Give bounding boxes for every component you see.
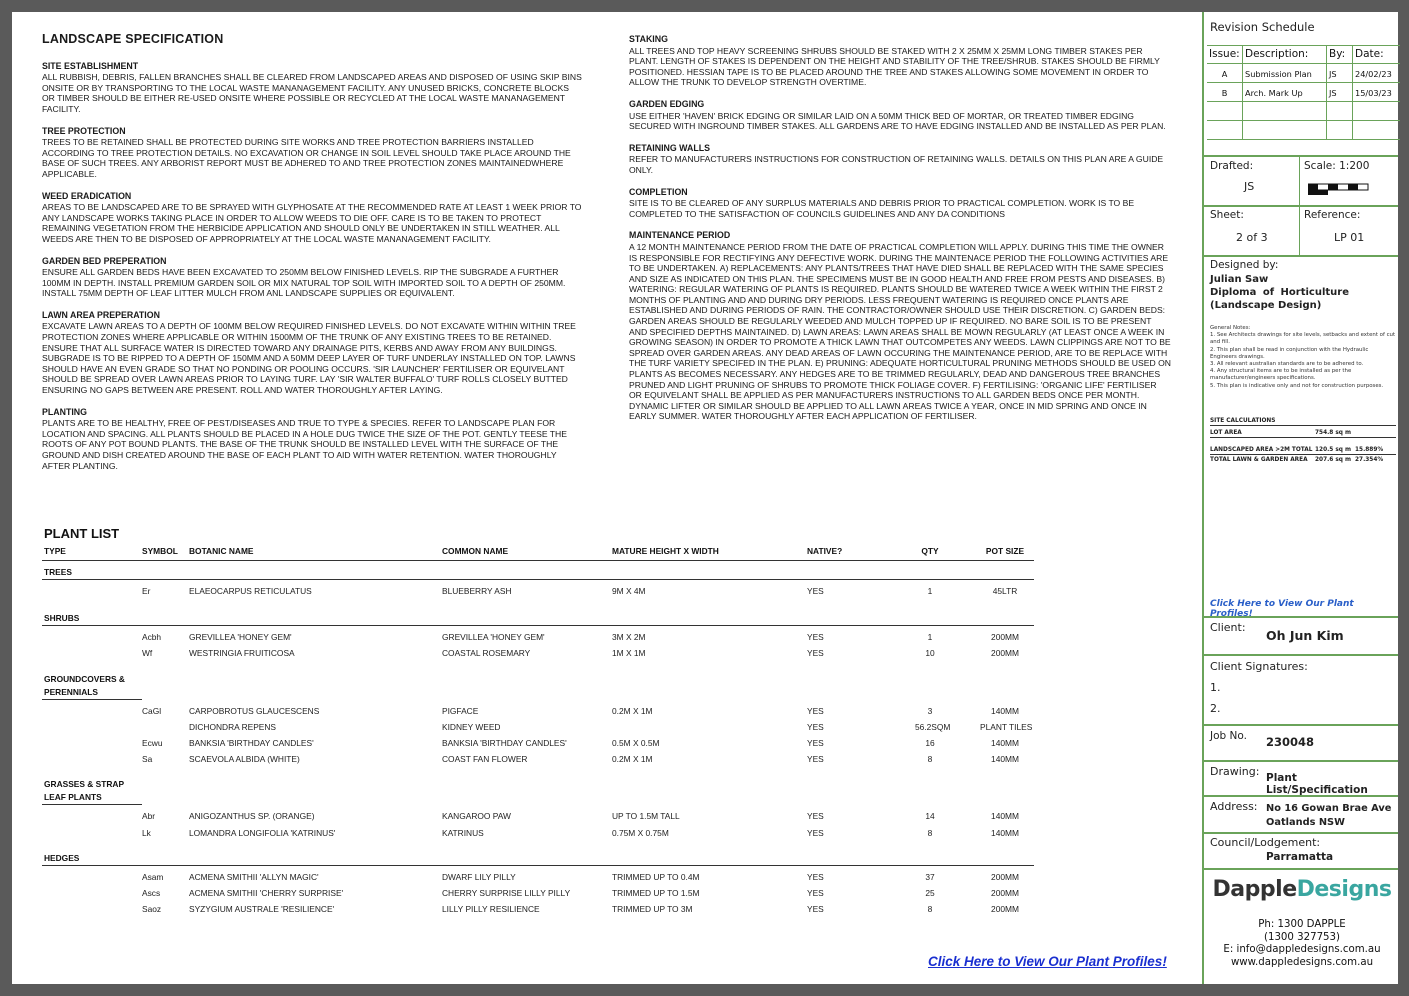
plant-group-heading: SHRUBS: [42, 607, 1034, 626]
plant-symbol: Ascs: [142, 887, 161, 898]
email[interactable]: E: info@dappledesigns.com.au: [1223, 944, 1381, 955]
section-body: ALL TREES AND TOP HEAVY SCREENING SHRUBS SHOULD BE STAKED WITH 2 X 25MM X 25MM LONG TIMBER STAKES PER PLANT. LENGTH OF STAKES IS DEPENDENT ON THE HEIGHT AND STABILITY OF THE TREE/SHRUB. STAKES SHOULD BE FIRMLY POSITIONED. HESSIAN TAPE IS TO BE PLACED AROUND THE TREE AND STAKES ALLOWING SOME MOVEMENT IN ORDER TO ALLOW THE TRUNK TO DEVELOP STRENGTH OVERTIME.: [629, 45, 1160, 88]
divider: [1204, 760, 1398, 762]
spec-right-column: [629, 34, 1171, 433]
site-calc-row: [1210, 457, 1396, 463]
logo-text-a: Dapple: [1212, 877, 1297, 902]
site-calc-title: SITE CALCULATIONS: [1210, 418, 1396, 426]
rev-by: JS: [1327, 64, 1353, 82]
title-block: [1202, 12, 1398, 984]
spec-section: [629, 230, 1171, 422]
address-label: Address:: [1210, 800, 1258, 813]
rev-header-date: Date:: [1355, 48, 1384, 60]
site-calc-row: [1210, 430, 1396, 438]
plant-common-name: COAST FAN FLOWER: [442, 754, 528, 765]
plant-mature-size: 0.2M X 1M: [612, 754, 653, 765]
section-body: USE EITHER 'HAVEN' BRICK EDGING OR SIMILAR LAID ON A 50MM THICK BED OF MORTAR, OR TREATED TIMBER EDGING SECURED WITH INGROUND TIMBER STAKES. ALL GARDENS ARE TO HAVE EDGING INSTALLED AND BE INSTALLED AS PER PLAN.: [629, 110, 1166, 132]
plant-botanic-name: GREVILLEA 'HONEY GEM': [189, 632, 292, 643]
divider: [1204, 832, 1398, 834]
contact-details: [1204, 919, 1400, 969]
plant-qty: 8: [927, 904, 933, 915]
header-common: COMMON NAME: [442, 546, 509, 556]
section-heading: COMPLETION: [629, 186, 688, 197]
job-label: Job No.: [1210, 730, 1247, 742]
section-heading: WEED ERADICATION: [42, 190, 132, 201]
note-item: 4. Any structural items are to be installed as per the manufacturer/engineers specifications.: [1210, 368, 1352, 382]
plant-native: YES: [807, 648, 824, 659]
section-heading: GARDEN EDGING: [629, 98, 705, 109]
plant-group-heading: HEDGES: [42, 847, 1034, 866]
divider: [1299, 155, 1300, 205]
spec-section: [629, 187, 1171, 220]
spec-section: [42, 310, 582, 396]
plant-pot-size: 140MM: [991, 827, 1019, 838]
plant-qty: 1: [927, 586, 933, 596]
spec-section: [42, 126, 582, 180]
section-body: SITE IS TO BE CLEARED OF ANY SURPLUS MATERIALS AND DEBRIS PRIOR TO PRACTICAL COMPLETION. WORK IS TO BE COMPLETED TO THE SATISFACTION OF COUNCILS GUIDELINES AND ANY DA CONDITIONS: [629, 198, 1135, 219]
plant-native: YES: [807, 737, 824, 748]
plant-pot-size: PLANT TILES: [980, 721, 1033, 732]
divider: [1204, 205, 1398, 207]
plant-symbol: Er: [142, 586, 151, 596]
plant-group-heading: GROUNDCOVERS & PERENNIALS: [42, 668, 142, 700]
plant-botanic-name: DICHONDRA REPENS: [189, 721, 277, 732]
plant-table-body: [42, 561, 1034, 923]
plant-group-heading: GRASSES & STRAP LEAF PLANTS: [42, 773, 142, 805]
revision-row: [1207, 83, 1400, 102]
section-heading: MAINTENANCE PERIOD: [629, 230, 731, 241]
sheet-value: 2 of 3: [1236, 231, 1268, 244]
plant-mature-size: TRIMMED UP TO 3M: [612, 904, 693, 915]
designer-name: Julian Saw: [1210, 274, 1269, 285]
drawing-sheet: [12, 12, 1398, 984]
calc-label: LANDSCAPED AREA >2M TOTAL: [1210, 447, 1313, 453]
plant-pot-size: 140MM: [991, 811, 1019, 822]
plant-native: YES: [807, 904, 824, 915]
plant-qty: 56.2SQM: [915, 721, 951, 732]
section-heading: PLANTING: [42, 406, 87, 417]
site-calculations: [1210, 418, 1396, 463]
plant-symbol: Asam: [142, 871, 164, 882]
plant-mature-size: TRIMMED UP TO 1.5M: [612, 887, 700, 898]
section-heading: STAKING: [629, 34, 668, 44]
divider: [1204, 868, 1398, 870]
note-item: 3. All relevant australian standards are to be adhered to.: [1210, 361, 1364, 368]
spec-section: [42, 256, 582, 299]
dapple-designs-logo: [1204, 877, 1400, 902]
calc-area: 120.5 sq m: [1315, 447, 1352, 453]
spec-left-column: [42, 34, 582, 482]
plant-symbol: Sa: [142, 754, 153, 765]
revision-title: Revision Schedule: [1210, 20, 1315, 34]
section-body: PLANTS ARE TO BE HEALTHY, FREE OF PEST/DISEASES AND TRUE TO TYPE & SPECIES. REFER TO LANDSCAPE PLAN FOR LOCATION AND SPACING. ALL PLANTS SHOULD BE PLACED IN A HOLE DUG TWICE THE SIZE OF THE POT. GENTLY TEESE THE ROOTS OF ANY POT BOUND PLANTS. THE BASE OF THE TRUNK SHOULD BE INSTALLED LEVEL WITH THE SURFACE OF THE GROUND AND DISH CREATED AROUND THE BASE OF EACH PLANT TO AID WITH WATER RETENTION. WATER THOROUGHLY AFTER PLANTING.: [42, 418, 567, 471]
revision-header-row: [1207, 45, 1400, 64]
section-heading: GARDEN BED PREPERATION: [42, 255, 167, 266]
reference-value: LP 01: [1334, 231, 1365, 244]
plant-botanic-name: ACMENA SMITHII 'ALLYN MAGIC': [189, 871, 319, 882]
plant-native: YES: [807, 887, 824, 898]
divider: [1299, 205, 1300, 255]
plant-row: [42, 583, 1034, 599]
rev-header-by: By:: [1327, 46, 1353, 63]
plant-native: YES: [807, 871, 824, 882]
divider: [1204, 155, 1398, 157]
plant-pot-size: 200MM: [991, 904, 1019, 915]
section-body: REFER TO MANUFACTURERS INSTRUCTIONS FOR CONSTRUCTION OF RETAINING WALLS. DETAILS ON THIS PLAN ARE A GUIDE ONLY.: [629, 154, 1164, 175]
plant-pot-size: 140MM: [991, 754, 1019, 765]
plant-botanic-name: ACMENA SMITHII 'CHERRY SURPRISE': [189, 887, 344, 898]
plant-botanic-name: SYZYGIUM AUSTRALE 'RESILIENCE': [189, 904, 335, 915]
plant-common-name: KATRINUS: [442, 827, 484, 838]
rev-date: 15/03/23: [1355, 88, 1392, 98]
plant-native: YES: [807, 827, 824, 838]
spec-section: [42, 61, 582, 115]
phone-number: (1300 327753): [1263, 931, 1340, 943]
plant-table-header: [42, 546, 1034, 561]
plant-symbol: Abr: [142, 811, 156, 822]
plant-native: YES: [807, 586, 824, 596]
rev-by: JS: [1327, 83, 1353, 101]
divider: [1204, 724, 1398, 726]
plant-common-name: BLUEBERRY ASH: [442, 586, 512, 596]
council-label: Council/Lodgement:: [1210, 836, 1321, 849]
plant-symbol: Ecwu: [142, 737, 163, 748]
revision-row-empty: [1207, 121, 1400, 140]
rev-description: Arch. Mark Up: [1243, 83, 1327, 101]
calc-percent: 27.354%: [1355, 457, 1384, 463]
client-label: Client:: [1210, 621, 1246, 634]
plant-native: YES: [807, 705, 824, 716]
scale-label: Scale: 1:200: [1304, 160, 1370, 172]
signature-1: 1.: [1210, 681, 1221, 694]
rev-issue: A: [1207, 64, 1243, 82]
section-body: TREES TO BE RETAINED SHALL BE PROTECTED DURING SITE WORKS AND TREE PROTECTION BARRIERS INSTALLED ACCORDING TO TREE PROTECTION DETAILS. NO EXCAVATION OR CHANGE IN SOIL LEVEL SHOULD TAKE PLACE AROUND THE BASE OF SUCH TREES. ANY ARBORIST REPORT MUST BE ADHERED TO AND TREE PROTECTION ZONES MAINTAINEDWHERE APPLICABLE.: [42, 137, 571, 179]
plant-common-name: GREVILLEA 'HONEY GEM': [442, 632, 545, 643]
note-item: 2. This plan shall be read in conjunction with the Hydraulic Engineers drawings.: [1210, 346, 1369, 360]
drawing-value: Plant List/Specification: [1266, 772, 1368, 796]
plant-botanic-name: ELAEOCARPUS RETICULATUS: [189, 586, 312, 596]
plant-symbol: CaGl: [142, 705, 162, 716]
plant-row: [42, 735, 1034, 751]
council-value: Parramatta: [1266, 851, 1334, 863]
plant-row: [42, 703, 1034, 719]
plant-list-title: PLANT LIST: [44, 526, 120, 541]
plant-qty: 8: [927, 827, 933, 838]
spec-section: [42, 407, 582, 472]
plant-native: YES: [807, 632, 824, 643]
rev-date: 24/02/23: [1355, 69, 1392, 79]
section-heading: SITE ESTABLISHMENT: [42, 60, 139, 71]
plant-common-name: CHERRY SURPRISE LILLY PILLY: [442, 887, 571, 898]
scale-bar-icon: [1308, 178, 1370, 196]
rev-description: Submission Plan: [1243, 64, 1327, 82]
drafted-value: JS: [1244, 180, 1255, 193]
plant-mature-size: 0.5M X 0.5M: [612, 737, 660, 748]
plant-row: [42, 808, 1034, 824]
plant-pot-size: 200MM: [991, 632, 1019, 643]
designer-qualification: Diploma of Horticulture: [1210, 287, 1350, 298]
divider: [1204, 795, 1398, 797]
titleblock-plant-profiles-link[interactable]: Click Here to View Our Plant Profiles!: [1210, 599, 1354, 619]
designer-qualification-2: (Landscape Design): [1210, 300, 1322, 311]
header-type: TYPE: [44, 546, 66, 556]
plant-symbol: Wf: [142, 648, 153, 659]
plant-common-name: COASTAL ROSEMARY: [442, 648, 531, 659]
plant-row: [42, 869, 1034, 885]
plant-botanic-name: SCAEVOLA ALBIDA (WHITE): [189, 754, 300, 765]
plant-qty: 16: [925, 737, 935, 748]
designed-by-label: Designed by:: [1210, 259, 1279, 271]
plant-mature-size: 0.75M X 0.75M: [612, 827, 669, 838]
site-calc-row: [1210, 447, 1396, 455]
header-native: NATIVE?: [807, 546, 843, 556]
drafted-label: Drafted:: [1210, 160, 1254, 172]
calc-area: 754.8 sq m: [1315, 430, 1352, 436]
job-value: 230048: [1266, 735, 1315, 749]
signature-2: 2.: [1210, 702, 1221, 715]
plant-qty: 37: [925, 871, 935, 882]
website[interactable]: www.dappledesigns.com.au: [1230, 956, 1374, 968]
plant-symbol: Saoz: [142, 904, 162, 915]
plant-row: [42, 825, 1034, 841]
plant-symbol: Lk: [142, 827, 151, 838]
spec-section: [42, 191, 582, 245]
section-body: AREAS TO BE LANDSCAPED ARE TO BE SPRAYED WITH GLYPHOSATE AT THE RECOMMENDED RATE AT LEAST 1 WEEK PRIOR TO ANY LANDSCAPE WORKS TAKING PLACE IN ORDER TO ALLOW WEEDS TO DIE OFF. CARE IS TO BE TAKEN TO PROTECT REMAINING VEGETATION FROM THE HERBICIDE APPLICATION AND SHOULD ONLY BE UNDERTAKEN IN STILL WEATHER. ALL WEEDS ARE THEN TO BE DISPOSED OF APPROPRIATELY AT THE LOCAL WASTE MANANAGEMENT FACILITY.: [42, 202, 582, 244]
plant-native: YES: [807, 754, 824, 765]
plant-pot-size: 45LTR: [992, 586, 1018, 596]
spec-section: [629, 99, 1171, 132]
plant-row: [42, 885, 1034, 901]
plant-native: YES: [807, 811, 824, 822]
logo-text-b: Designs: [1296, 877, 1392, 902]
calc-percent: 15.889%: [1355, 447, 1384, 453]
notes-title: General Notes:: [1210, 325, 1251, 331]
revision-row-empty: [1207, 102, 1400, 121]
plant-row: [42, 629, 1034, 645]
plant-row: [42, 719, 1034, 735]
divider: [1204, 654, 1398, 656]
rev-issue: B: [1207, 83, 1243, 101]
plant-native: YES: [807, 721, 824, 732]
section-body: A 12 MONTH MAINTENANCE PERIOD FROM THE DATE OF PRACTICAL COMPLETION WILL APPLY. DURING THIS TIME THE OWNER IS RESPONSIBLE FOR RECTIFYING ANY DEFECTIVE WORK. DURING THE MAINTENACE PERIOD THE FOLLOWING ACTIVITIES ARE TO BE UNDERTAKEN. A) REPLACEMENTS: ANY PLANTS/TREES THAT HAVE DIED SHALL BE REPLACED WITH THE SAME SPECIES AND SIZE AS INDICATED ON THIS PLAN. THE SPECIMENS MUST BE IN GOOD HEALTH AND FREE FROM PESTS AND DISEASES. B) WATERING: REGULAR WATERING OF PLANTS IS REQUIRED. PLANTS SHOULD BE WATERED TWICE A WEEK WITHIN THE FIRST 2 MONTHS OF PLANTING AND AND DURING DRY PERIODS. LESS FREQUENT WATERING IS REQUIRED ONCE PLANTS ARE ESTABLISHED AND DURING PERIODS OF RAIN. THE CONTRACTOR/OWNER SHOULD USE THEIR DISCRETION. C) GARDEN BEDS: GARDEN AREAS SHOULD BE REGULARLY WEEDED AND MULCH TOPPED UP IF REQUIRED. NO BARE SOIL IS TO BE PRESENT AND SPECIFIED DEPTHS MAINTAINED. D) LAWN AREAS: LAWN AREAS SHALL BE MOWN REGULARLY (AT LEAST ONCE A WEEK IN GROWING SEASON) IN ORDER TO PROMOTE A THICK LAWN THAT OUTCOMPETES ANY WEEDS. LAWN CLIPPINGS ARE NOT TO BE SPREAD OVER GARDEN AREAS. ANY DEAD AREAS OF LAWN OCCURING THE MAINTENANCE PERIOD, ARE TO BE REPLACE WITH THE TURF VARIETY SPECIFED IN THE PLAN. E) PRUNING: ADEQUATE HORTICULTURAL PRUNING METHODS SHOULD BE USED ON PLANTS AS BECOMES NECESSARY. ANY HEDGES ARE TO BE TRIMMED REGULARLY, DEAD AND DANGEROUS TREE BRANCHES PRUNED AND LIGHT PRUNING OF SHRUBS TO PROMOTE THICK FOLIAGE COVER. F) FERTILISING: 'ORGANIC LIFE' FERTILISER OR EQUIVELANT SHALL BE APPLIED AS PER MANUFACTURERS INSTRUCTIONS TO ALL GARDEN BEDS ONCE PER MONTH. DYNAMIC LIFTER OR SIMILAR SHOULD BE APPLIED TO ALL LAWN AREAS TWICE A YEAR, ONCE IN MID SPRING AND ONCE IN EARLY SUMMER. WATER THOROUGHLY AFTER EACH APPLICATION OF FERTILISER.: [629, 241, 1171, 422]
calc-label: LOT AREA: [1210, 430, 1242, 436]
plant-profiles-link[interactable]: Click Here to View Our Plant Profiles!: [928, 954, 1167, 969]
header-mature: MATURE HEIGHT X WIDTH: [612, 546, 719, 556]
address-line-1: No 16 Gowan Brae Ave: [1266, 803, 1392, 814]
plant-botanic-name: ANIGOZANTHUS SP. (ORANGE): [189, 811, 315, 822]
spec-title: LANDSCAPE SPECIFICATION: [42, 32, 224, 46]
rev-header-description: Description:: [1243, 46, 1327, 63]
plant-row: [42, 751, 1034, 767]
rev-header-issue: Issue:: [1207, 46, 1243, 63]
address-line-2: Oatlands NSW: [1266, 817, 1345, 828]
plant-qty: 1: [927, 632, 933, 643]
plant-botanic-name: LOMANDRA LONGIFOLIA 'KATRINUS': [189, 827, 336, 838]
header-symbol: SYMBOL: [142, 546, 178, 556]
plant-mature-size: 3M X 2M: [612, 632, 646, 643]
plant-common-name: KIDNEY WEED: [442, 721, 501, 732]
spec-section: [629, 143, 1171, 176]
plant-qty: 14: [925, 811, 935, 822]
plant-qty: 3: [927, 705, 933, 716]
plant-mature-size: UP TO 1.5M TALL: [612, 811, 680, 822]
plant-common-name: KANGAROO PAW: [442, 811, 511, 822]
client-value: Oh Jun Kim: [1266, 628, 1344, 643]
section-heading: RETAINING WALLS: [629, 142, 710, 153]
phone: Ph: 1300 DAPPLE: [1258, 919, 1346, 930]
plant-mature-size: TRIMMED UP TO 0.4M: [612, 871, 700, 882]
plant-qty: 8: [927, 754, 933, 765]
section-heading: LAWN AREA PREPERATION: [42, 309, 160, 320]
divider: [1204, 255, 1398, 257]
plant-qty: 25: [925, 887, 935, 898]
plant-row: [42, 645, 1034, 661]
plant-common-name: PIGFACE: [442, 705, 479, 716]
note-item: 1. See Architects drawings for site levels, setbacks and extent of cut and fill.: [1210, 332, 1396, 346]
plant-botanic-name: WESTRINGIA FRUITICOSA: [189, 648, 295, 659]
plant-symbol: Acbh: [142, 632, 162, 643]
plant-mature-size: 1M X 1M: [612, 648, 646, 659]
plant-mature-size: 0.2M X 1M: [612, 705, 653, 716]
signatures-label: Client Signatures:: [1210, 660, 1308, 673]
plant-pot-size: 200MM: [991, 871, 1019, 882]
plant-common-name: DWARF LILY PILLY: [442, 871, 516, 882]
general-notes: [1210, 325, 1396, 390]
plant-common-name: LILLY PILLY RESILIENCE: [442, 904, 540, 915]
plant-botanic-name: CARPOBROTUS GLAUCESCENS: [189, 705, 320, 716]
sheet-label: Sheet:: [1210, 209, 1244, 221]
calc-area: 207.6 sq m: [1315, 457, 1352, 463]
section-heading: TREE PROTECTION: [42, 125, 126, 136]
plant-pot-size: 140MM: [991, 705, 1019, 716]
header-qty: QTY: [921, 546, 939, 556]
section-body: EXCAVATE LAWN AREAS TO A DEPTH OF 100MM BELOW REQUIRED FINISHED LEVELS. DO NOT EXCAVATE WITHIN WITHIN TREE PROTECTION ZONES WHERE APPLICABLE OR WITHIN 1500MM OF THE TRUNK OF ANY EXISTING TREES TO BE RETAINED. ENSURE THAT ALL SURFACE WATER IS DIRECTED TOWARD ANY DRAINAGE PITS, KERBS AND AWAY FROM ANY BUILDINGS. SUBGRADE IS TO BE RIPPED TO A DEPTH OF 150MM AND A 50MM DEEP LAYER OF TURF UNDERLAY INSTALLED ON TOP. LAWNS SHOULD HAVE AN EVEN GRADE SO THAT NO PONDING OR POOLING OCCURS. 'SIR LAUNCHER' FERTILISER OR EQUIVELANT SHOULD BE SPREAD OVER LAWN AREAS PRIOR TO LAYING TURF. LAY 'SIR WALTER BUFFALO' TURF ROLLS CLOSELY BUTTED ENSURING NO GAPS BETWEEN ARE PRESENT. ROLL AND WATER THOROUGHLY AFTER LAYING.: [42, 321, 576, 396]
plant-table: [42, 546, 1034, 923]
plant-pot-size: 200MM: [991, 887, 1019, 898]
plant-botanic-name: BANKSIA 'BIRTHDAY CANDLES': [189, 737, 314, 748]
section-body: ENSURE ALL GARDEN BEDS HAVE BEEN EXCAVATED TO 250MM BELOW FINISHED LEVELS. RIP THE SUBGRADE A FURTHER 100MM IN DEPTH. INSTALL PREMIUM GARDEN SOIL OR MIX NATURAL TOP SOIL WITH IMPORTED SOIL TO A DEPTH OF 250MM. INSTALL 75MM DEPTH OF LEAF LITTER MULCH FROM ANL LANDSCAPE SUPPLIES OR EQUIVALENT.: [42, 267, 566, 299]
header-pot: POT SIZE: [985, 546, 1025, 556]
drawing-label: Drawing:: [1210, 765, 1260, 778]
revision-table: [1207, 45, 1400, 140]
section-body: ALL RUBBISH, DEBRIS, FALLEN BRANCHES SHALL BE CLEARED FROM LANDSCAPED AREAS AND DISPOSED OF USING SKIP BINS ONSITE OR BY TRANSPORTING TO THE LOCAL WASTE MANANAGEMENT FACILITY. ANY UNUSED BRICKS, CONCRETE BLOCKS OR TIMBER SHOULD BE EITHER RE-USED ONSITE WHERE POSSIBLE OR RECYCLED AT THE LOCAL WASTE MANANAGEMENT FACILITY.: [42, 72, 582, 114]
note-item: 5. This plan is indicative only and not for construction purposes.: [1210, 382, 1384, 389]
calc-label: TOTAL LAWN & GARDEN AREA: [1210, 457, 1308, 463]
plant-group-heading: TREES: [42, 561, 1034, 580]
plant-pot-size: 140MM: [991, 737, 1019, 748]
spec-section: [629, 34, 1171, 88]
plant-common-name: BANKSIA 'BIRTHDAY CANDLES': [442, 737, 567, 748]
plant-mature-size: 9M X 4M: [612, 586, 646, 596]
plant-qty: 10: [925, 648, 935, 659]
revision-row: [1207, 64, 1400, 83]
plant-row: [42, 901, 1034, 917]
header-botanic: BOTANIC NAME: [189, 546, 254, 556]
reference-label: Reference:: [1304, 209, 1361, 221]
divider: [1204, 616, 1398, 618]
plant-pot-size: 200MM: [991, 648, 1019, 659]
